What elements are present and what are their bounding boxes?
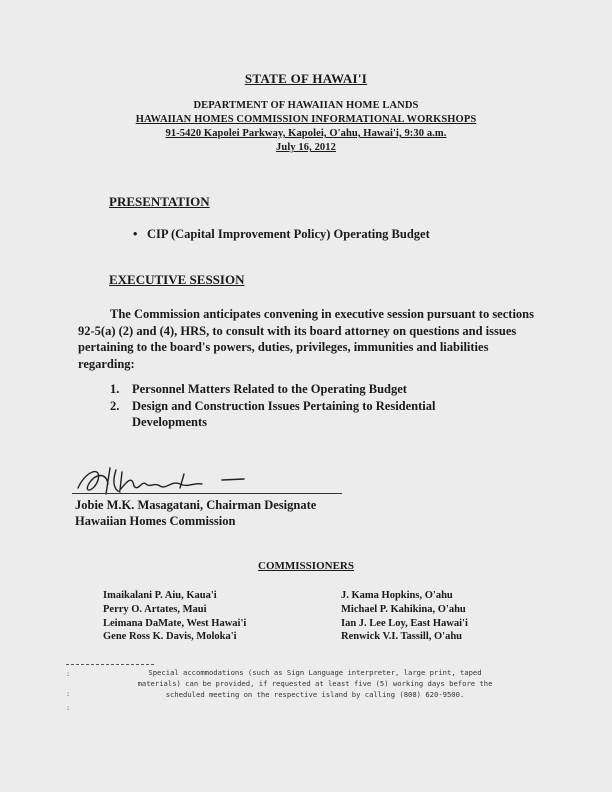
- list-item: [110, 381, 482, 398]
- list-item: [110, 398, 482, 431]
- commission-name: Hawaiian Homes Commission: [75, 514, 236, 528]
- chairman-name: Jobie M.K. Masagatani, Chairman Designate: [75, 498, 317, 512]
- notice-line: materials) can be provided, if requested at least five (5) working days before the: [137, 679, 493, 688]
- commissioner-entry: Gene Ross K. Davis, Moloka'i: [103, 631, 237, 643]
- notice-line: scheduled meeting on the respective island by calling (808) 620-9500.: [165, 690, 465, 699]
- margin-mark: :: [66, 670, 71, 678]
- workshop-heading: HAWAIIAN HOMES COMMISSION INFORMATIONAL WORKSHOPS: [135, 114, 477, 125]
- meeting-date: July 16, 2012: [276, 142, 336, 153]
- notice-line: Special accommodations (such as Sign Language interpreter, large print, taped: [148, 668, 482, 677]
- commissioner-entry: Michael P. Kahikina, O'ahu: [341, 603, 466, 615]
- signature-line: [72, 493, 342, 494]
- presentation-item: [133, 227, 430, 242]
- commissioner-entry: Renwick V.I. Tassill, O'ahu: [341, 631, 462, 643]
- commissioner-entry: Ian J. Lee Loy, East Hawai'i: [341, 617, 468, 629]
- executive-session-title: EXECUTIVE SESSION: [109, 272, 245, 287]
- commissioner-entry: Leimana DaMate, West Hawai'i: [103, 617, 247, 629]
- commissioner-entry: J. Kama Hopkins, O'ahu: [341, 590, 453, 601]
- list-item-number: 2.: [110, 398, 120, 413]
- department-heading: DEPARTMENT OF HAWAIIAN HOME LANDS: [193, 100, 419, 111]
- margin-mark: :: [66, 704, 71, 712]
- executive-session-paragraph: The Commission anticipates convening in executive session pursuant to sections 92-5(a) (2) and (4), HRS, to consult with its board attorney on questions and issues pertaining to the board's powers, duties, privileges, immunities and liabilities regarding:: [78, 307, 534, 371]
- commissioners-title: COMMISSIONERS: [258, 560, 354, 572]
- presentation-title: PRESENTATION: [109, 194, 210, 209]
- list-item-text: Personnel Matters Related to the Operating Budget: [132, 382, 407, 396]
- commissioner-entry: Imaikalani P. Aiu, Kaua'i: [103, 590, 217, 601]
- state-heading: STATE OF HAWAI'I: [244, 71, 368, 86]
- commissioner-entry: Perry O. Artates, Maui: [103, 603, 207, 615]
- presentation-item-text: CIP (Capital Improvement Policy) Operating Budget: [147, 227, 430, 241]
- list-item-number: 1.: [110, 382, 120, 396]
- commissioners-right-column: [341, 589, 468, 644]
- special-accommodations-notice: [70, 667, 560, 700]
- margin-mark: :: [66, 690, 71, 698]
- bullet-icon: •: [133, 227, 138, 241]
- executive-session-list: [110, 381, 482, 431]
- commissioners-left-column: [103, 589, 246, 644]
- meeting-address: 91-5420 Kapolei Parkway, Kapolei, O'ahu, Hawai'i, 9:30 a.m.: [165, 128, 447, 139]
- footer-divider: [66, 664, 154, 665]
- list-item-text: Design and Construction Issues Pertaining to Residential Developments: [132, 398, 436, 429]
